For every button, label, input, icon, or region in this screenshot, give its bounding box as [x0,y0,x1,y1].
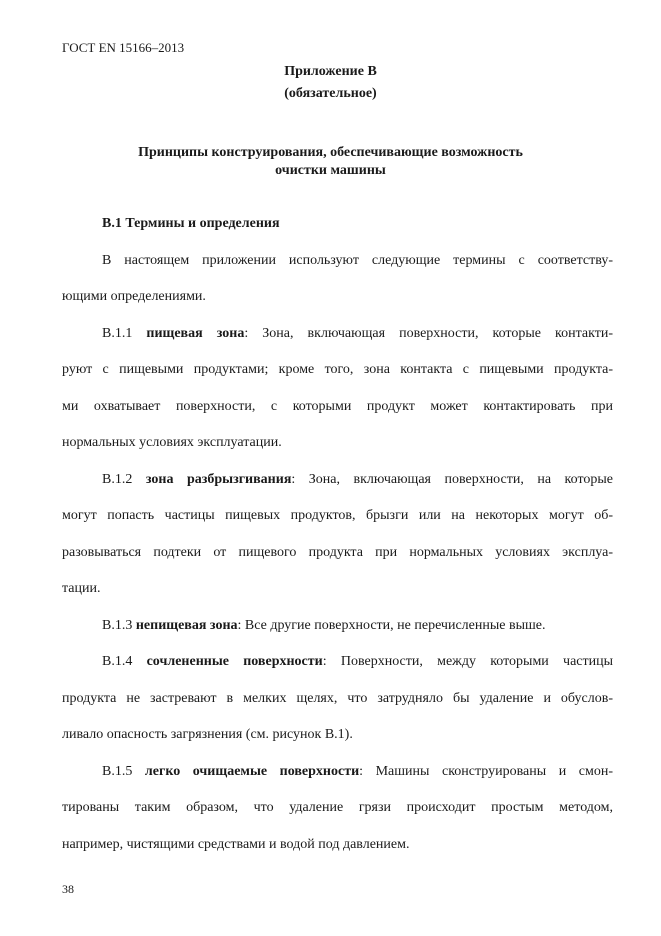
term-1-line-1 [102,326,613,342]
term-1-line-3: ми охватывает поверхности, с которыми продукт может контактировать при [62,399,613,414]
term-1-line-2: руют с пищевыми продуктами; кроме того, зона контакта с пищевыми продукта- [62,362,613,377]
term-3-name: непищевая зона [135,618,238,633]
term-2-line-1 [102,472,613,488]
intro-line-1: В настоящем приложении используют следующие термины с соответству- [102,253,613,268]
term-2-line-4: тации. [62,581,101,596]
term-4-number: В.1.4 [102,654,133,669]
appendix-status: (обязательное) [284,86,377,101]
term-4-line-1 [102,654,613,670]
term-4-name: сочлененные поверхности [146,654,323,669]
term-4-definition-start: : Поверхности, между которыми частицы [322,654,614,669]
term-3-definition: : Все другие поверхности, не перечисленные выше. [237,618,546,633]
heading-line-1: Принципы конструирования, обеспечивающие возможность [138,145,523,160]
term-2-line-2: могут попасть частицы пищевых продуктов, брызги или на некоторых могут об- [62,508,613,523]
term-2-line-3: разовываться подтеки от пищевого продукта при нормальных условиях эксплуа- [62,545,613,560]
term-5-line-2: тированы таким образом, что удаление грязи происходит простым методом, [62,800,613,815]
term-1-definition-start: : Зона, включающая поверхности, которые контакти- [244,326,613,341]
term-2-number: В.1.2 [102,472,133,487]
term-4-line-3: ливало опасность загрязнения (см. рисунок В.1). [62,727,353,742]
term-1-number: В.1.1 [102,326,133,341]
heading-line-2: очистки машины [275,163,386,178]
term-1-line-4: нормальных условиях эксплуатации. [62,435,282,450]
term-2-name: зона разбрызгивания [145,472,292,487]
page-number: 38 [62,882,74,896]
term-5-line-3: например, чистящими средствами и водой под давлением. [62,837,410,852]
term-2-definition-start: : Зона, включающая поверхности, на которые [291,472,614,487]
term-5-line-1 [102,764,613,780]
term-5-definition-start: : Машины сконструированы и смон- [359,764,613,779]
intro-line-2: ющими определениями. [62,289,206,304]
term-5-name: легко очищаемые поверхности [144,764,360,779]
term-5-number: В.1.5 [102,764,133,779]
section-title: В.1 Термины и определения [102,216,280,231]
term-4-line-2: продукта не застревают в мелких щелях, что затрудняло бы удаление и обуслов- [62,691,613,706]
standard-header: ГОСТ EN 15166–2013 [62,40,185,55]
term-3-number: В.1.3 [102,618,133,633]
appendix-title: Приложение В [284,64,377,79]
term-1-name: пищевая зона [146,326,245,341]
term-3-line-1 [102,618,613,634]
